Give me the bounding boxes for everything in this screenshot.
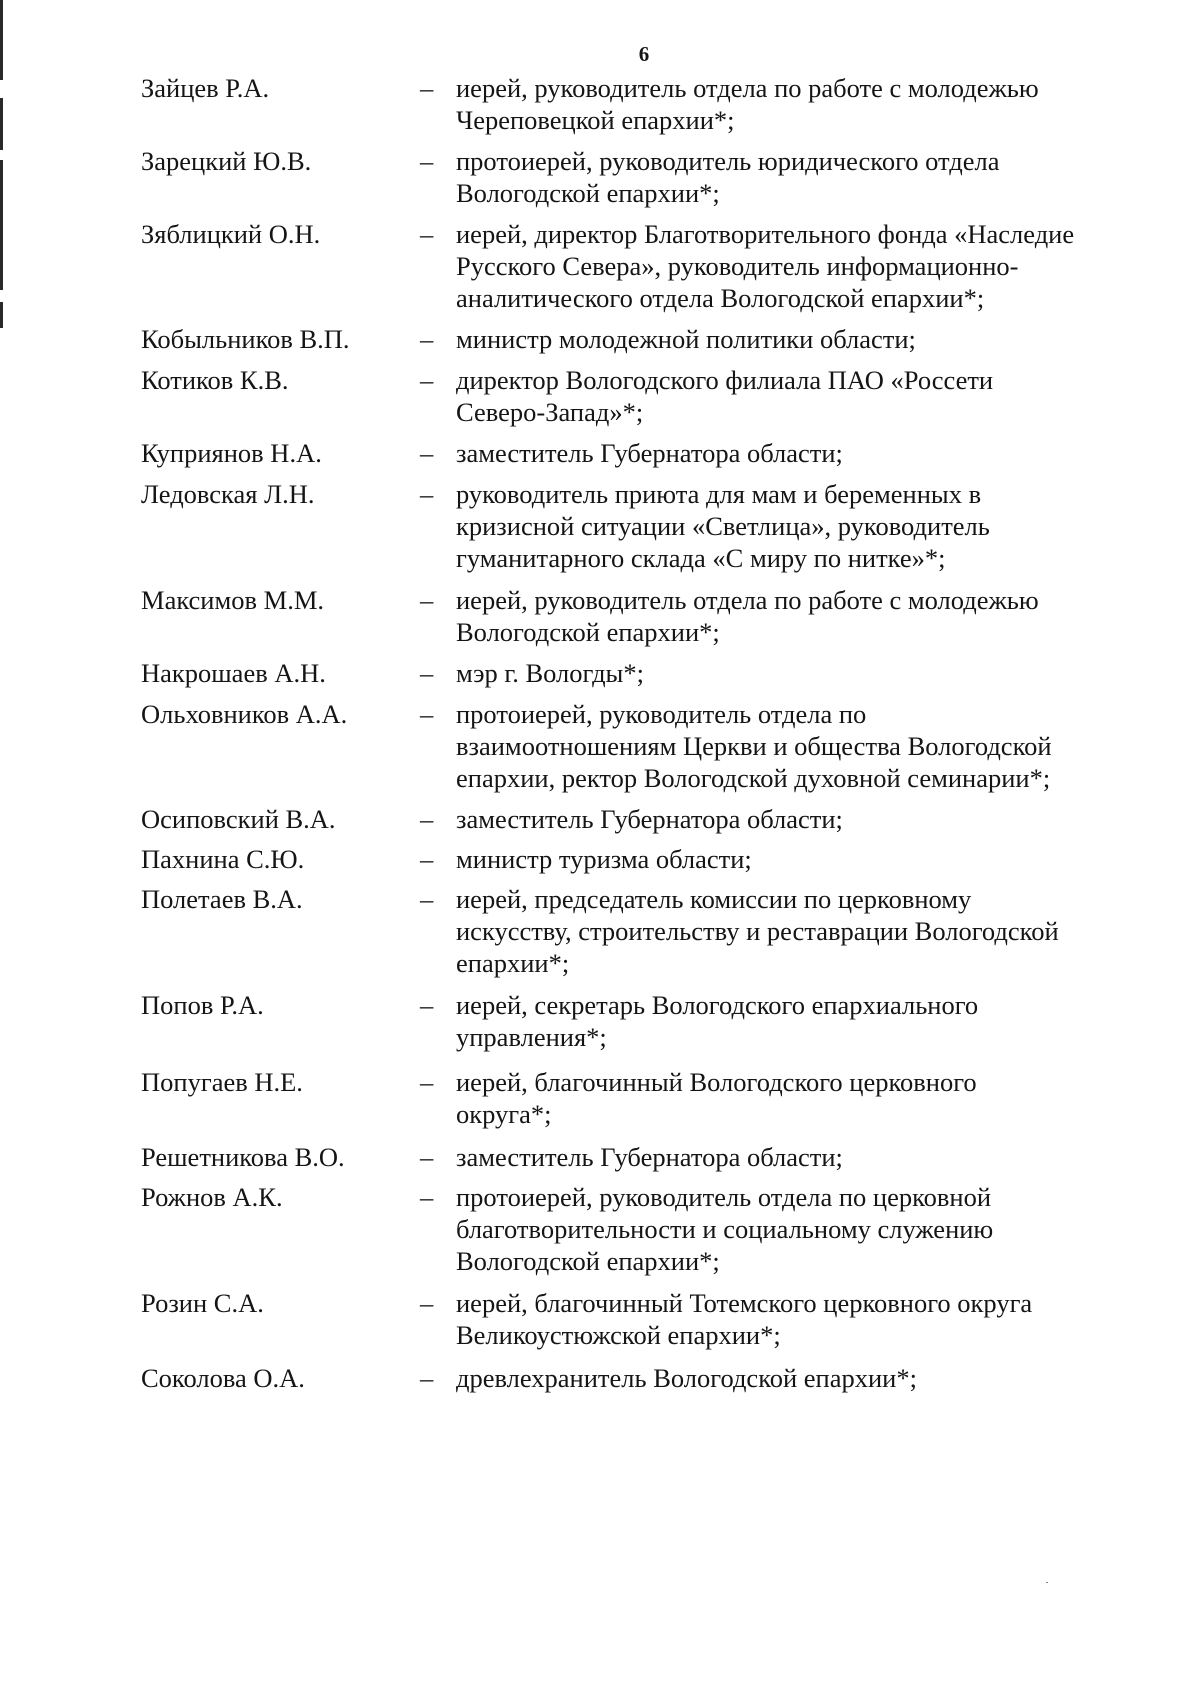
member-name: Осиповский В.А. bbox=[141, 804, 336, 834]
member-position: древлехранитель Вологодской епархии*; bbox=[456, 1363, 917, 1393]
dash-separator: – bbox=[420, 1288, 434, 1318]
list-item bbox=[0, 657, 1200, 689]
list-item bbox=[0, 698, 1200, 794]
member-name: Накрошаев А.Н. bbox=[141, 658, 326, 688]
list-item bbox=[0, 584, 1200, 648]
list-item bbox=[0, 1141, 1200, 1173]
list-item bbox=[0, 72, 1200, 136]
list-item bbox=[0, 1287, 1200, 1351]
dash-separator: – bbox=[420, 438, 434, 468]
member-position: министр туризма области; bbox=[456, 844, 752, 874]
member-position: мэр г. Вологды*; bbox=[456, 658, 644, 688]
dash-separator: – bbox=[420, 990, 434, 1020]
member-name: Зяблицкий О.Н. bbox=[141, 219, 321, 249]
list-item bbox=[0, 843, 1200, 875]
dash-separator: – bbox=[420, 699, 434, 729]
dash-separator: – bbox=[420, 1182, 434, 1212]
dash-separator: – bbox=[420, 73, 434, 103]
member-name: Ледовская Л.Н. bbox=[141, 479, 315, 509]
list-item bbox=[0, 1066, 1200, 1130]
list-item bbox=[0, 364, 1200, 428]
member-position: заместитель Губернатора области; bbox=[456, 804, 843, 834]
member-name: Попов Р.А. bbox=[141, 990, 264, 1020]
dash-separator: – bbox=[420, 1067, 434, 1097]
member-position: иерей, секретарь Вологодского епархиального управления*; bbox=[456, 990, 979, 1052]
dash-separator: – bbox=[420, 146, 434, 176]
dash-separator: – bbox=[420, 479, 434, 509]
list-item bbox=[0, 218, 1200, 314]
member-name: Куприянов Н.А. bbox=[141, 438, 322, 468]
list-item bbox=[0, 437, 1200, 469]
list-item bbox=[0, 1181, 1200, 1277]
list-item bbox=[0, 803, 1200, 835]
member-name: Зайцев Р.А. bbox=[141, 73, 270, 103]
dash-separator: – bbox=[420, 1142, 434, 1172]
dash-separator: – bbox=[420, 324, 434, 354]
dash-separator: – bbox=[420, 585, 434, 615]
scan-speck bbox=[1046, 1582, 1048, 1583]
dash-separator: – bbox=[420, 365, 434, 395]
list-item bbox=[0, 145, 1200, 209]
list-item bbox=[0, 989, 1200, 1053]
member-name: Розин С.А. bbox=[141, 1288, 264, 1318]
member-position: заместитель Губернатора области; bbox=[456, 438, 843, 468]
dash-separator: – bbox=[420, 219, 434, 249]
member-position: иерей, благочинный Тотемского церковного округа Великоустюжской епархии*; bbox=[456, 1288, 1033, 1350]
member-position: заместитель Губернатора области; bbox=[456, 1142, 843, 1172]
member-position: иерей, председатель комиссии по церковному искусству, строительству и реставрации Вологодской епархии*; bbox=[456, 884, 1059, 978]
member-position: директор Вологодского филиала ПАО «Россети Северо-Запад»*; bbox=[456, 365, 994, 427]
member-position: иерей, директор Благотворительного фонда «Наследие Русского Севера», руководитель информационно- аналитического отдела Вологодской епархии*; bbox=[456, 219, 1075, 313]
member-position: протоиерей, руководитель отдела по церковной благотворительности и социальному служению Вологодской епархии*; bbox=[456, 1182, 994, 1276]
list-item bbox=[0, 883, 1200, 979]
member-position: протоиерей, руководитель отдела по взаимоотношениям Церкви и общества Вологодской епархии, ректор Вологодской духовной семинарии*; bbox=[456, 699, 1052, 793]
member-position: иерей, благочинный Вологодского церковного округа*; bbox=[456, 1067, 977, 1129]
member-name: Попугаев Н.Е. bbox=[141, 1067, 303, 1097]
page-number: 6 bbox=[638, 42, 650, 66]
dash-separator: – bbox=[420, 658, 434, 688]
dash-separator: – bbox=[420, 1363, 434, 1393]
member-name: Рожнов А.К. bbox=[141, 1182, 283, 1212]
member-position: иерей, руководитель отдела по работе с молодежью Череповецкой епархии*; bbox=[456, 73, 1039, 135]
member-name: Пахнина С.Ю. bbox=[141, 844, 305, 874]
list-item bbox=[0, 478, 1200, 574]
dash-separator: – bbox=[420, 844, 434, 874]
dash-separator: – bbox=[420, 884, 434, 914]
member-list bbox=[0, 72, 1200, 1394]
member-name: Соколова О.А. bbox=[141, 1363, 305, 1393]
member-name: Решетникова В.О. bbox=[141, 1142, 345, 1172]
member-name: Зарецкий Ю.В. bbox=[141, 146, 312, 176]
member-name: Максимов М.М. bbox=[141, 585, 325, 615]
member-name: Ольховников А.А. bbox=[141, 699, 348, 729]
member-position: иерей, руководитель отдела по работе с молодежью Вологодской епархии*; bbox=[456, 585, 1039, 647]
member-name: Полетаев В.А. bbox=[141, 884, 303, 914]
list-item bbox=[0, 1362, 1200, 1394]
member-position: руководитель приюта для мам и беременных в кризисной ситуации «Светлица», руководитель гуманитарного склада «С миру по нитке»*; bbox=[456, 479, 990, 573]
list-item bbox=[0, 323, 1200, 355]
member-position: протоиерей, руководитель юридического отдела Вологодской епархии*; bbox=[456, 146, 1000, 208]
dash-separator: – bbox=[420, 804, 434, 834]
member-position: министр молодежной политики области; bbox=[456, 324, 916, 354]
member-name: Кобыльников В.П. bbox=[141, 324, 350, 354]
member-name: Котиков К.В. bbox=[141, 365, 289, 395]
